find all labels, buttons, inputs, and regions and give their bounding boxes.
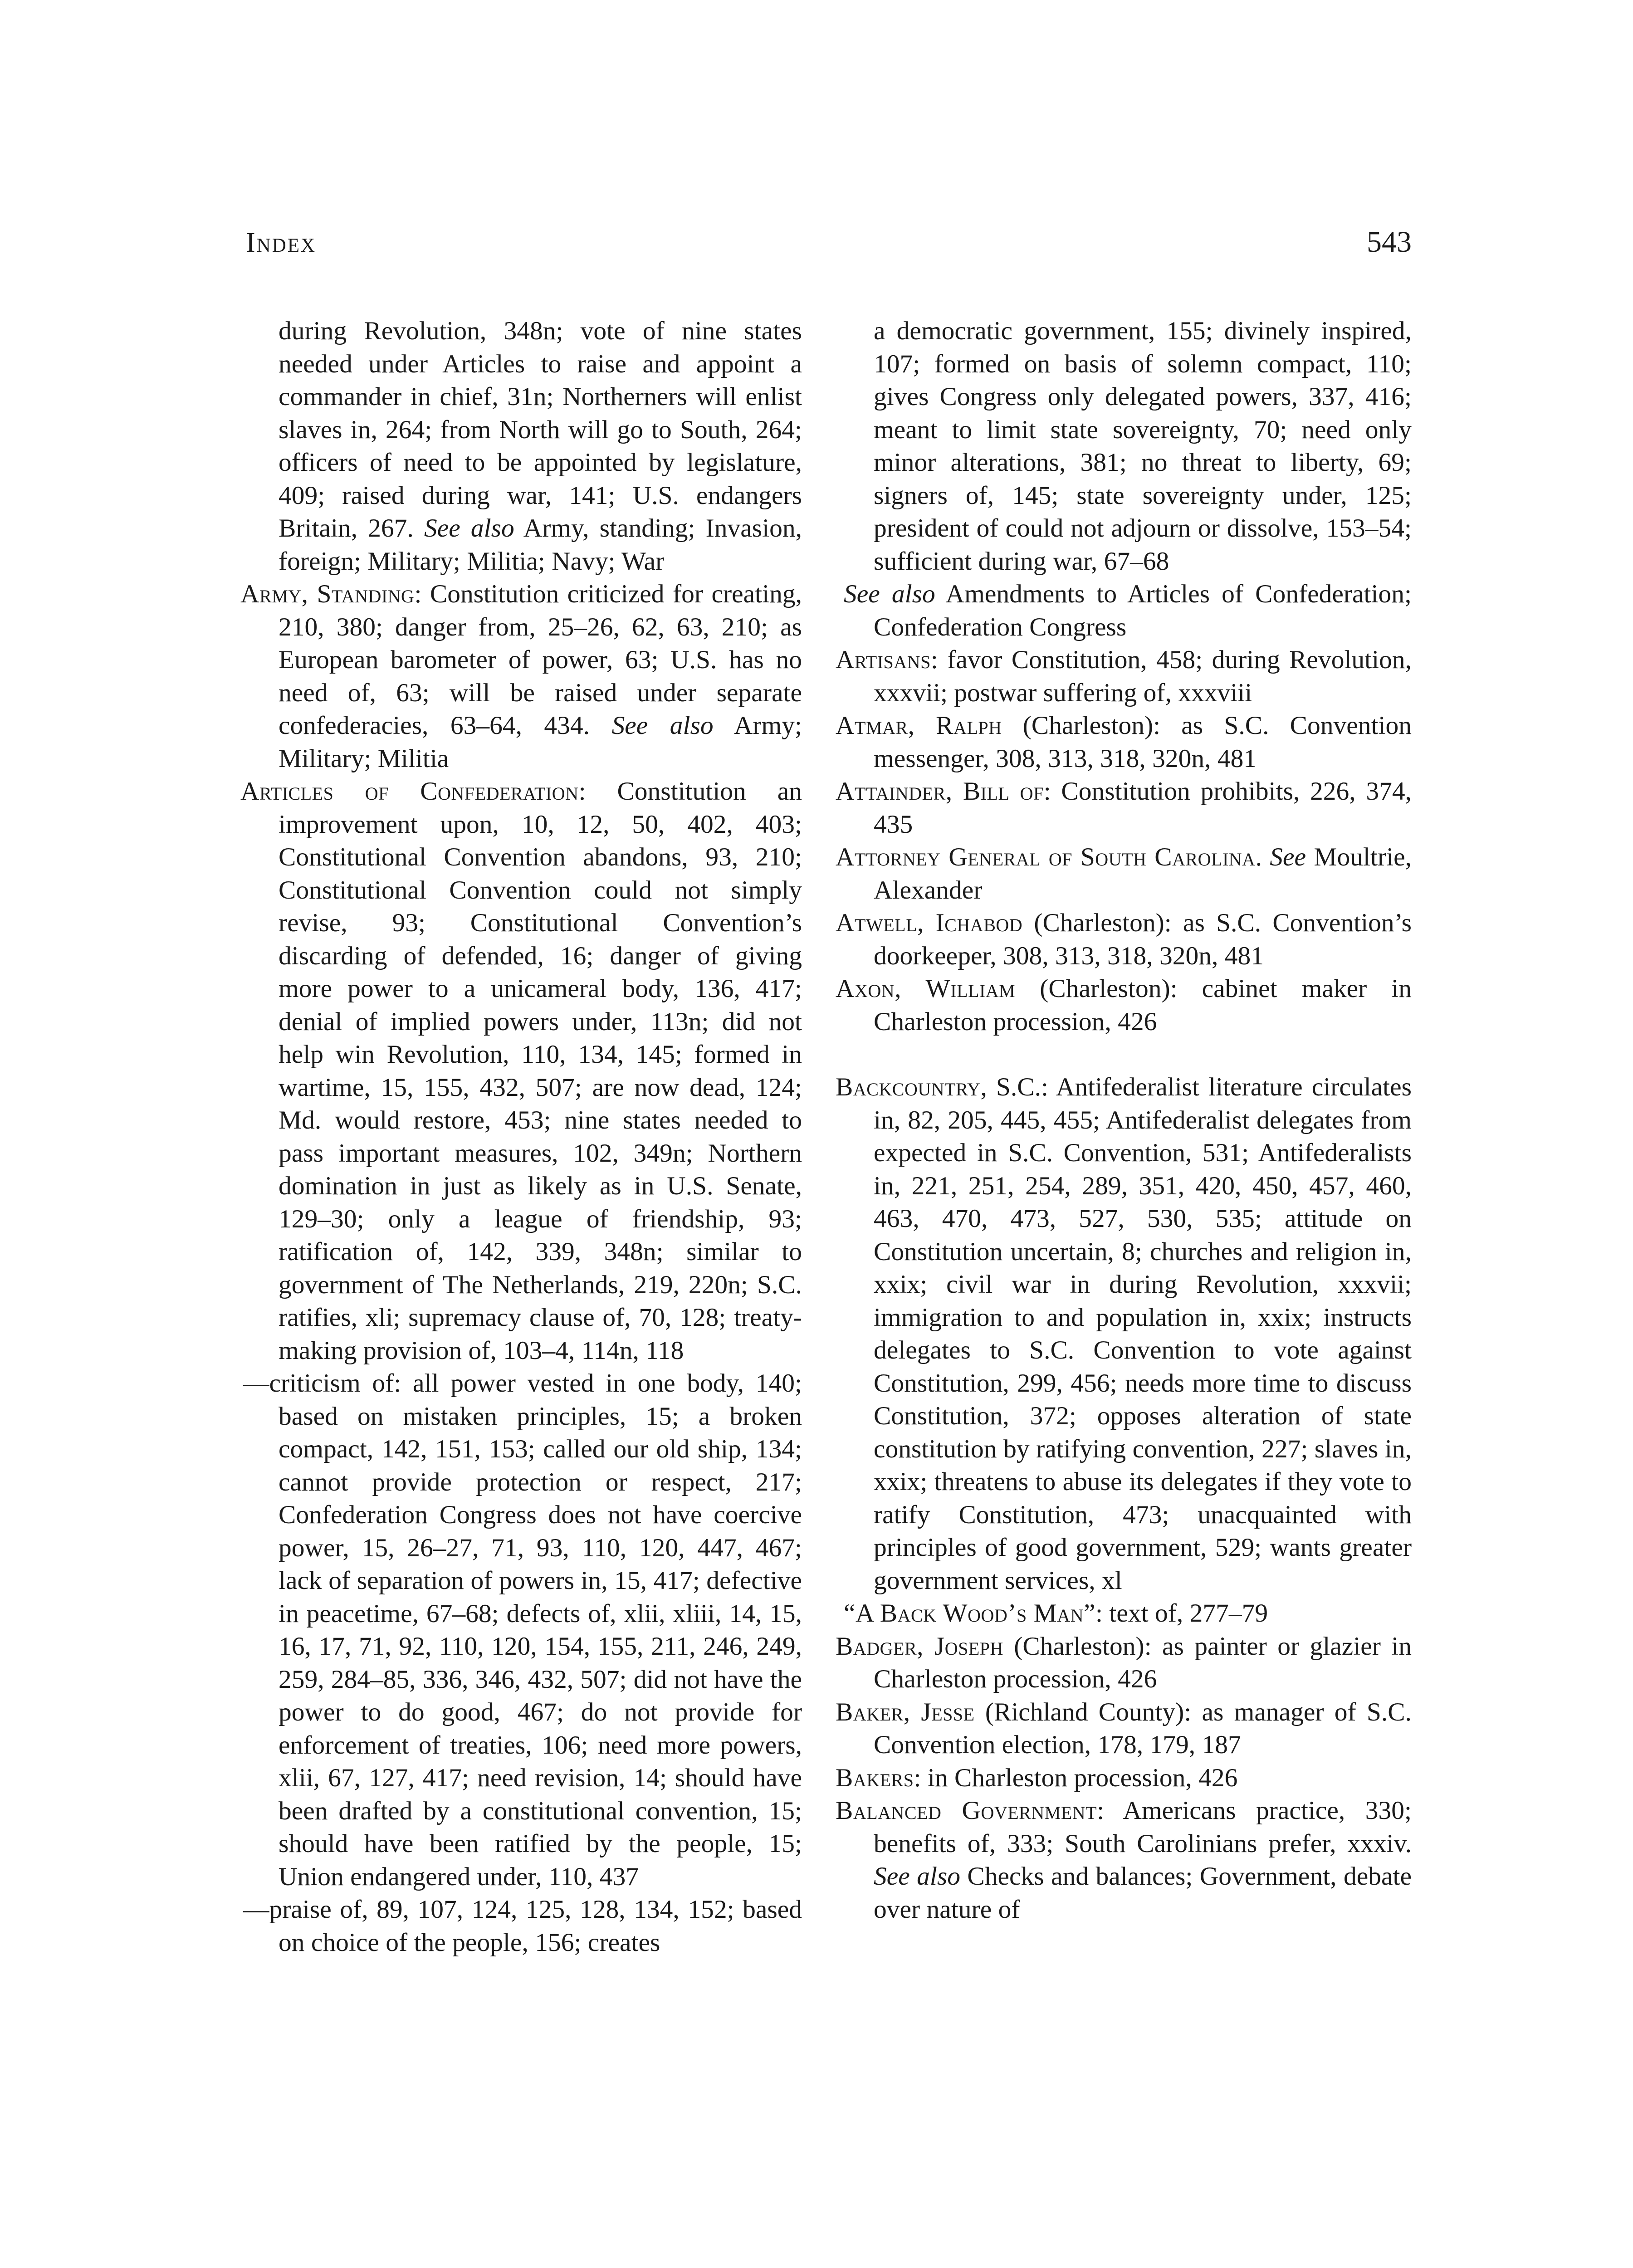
cross-reference-label: See also: [424, 514, 514, 543]
entry-heading: Attainder, Bill of: [836, 777, 1044, 806]
entry-heading: Atwell, Ichabod: [836, 909, 1023, 937]
entry-heading: Atmar, Ralph: [836, 711, 1002, 740]
entry-heading: Bakers: [836, 1763, 914, 1792]
entry-heading: “A Back Wood’s Man”: [844, 1599, 1096, 1628]
cross-reference-text: Army, standing; Invasion, foreign; Military; Militia; Navy; War: [279, 514, 802, 576]
index-entry: [240, 315, 802, 578]
index-subentry: [240, 1367, 802, 1893]
cross-reference-text: Checks and balances; Government, debate over nature of: [874, 1862, 1412, 1924]
index-entry: [836, 775, 1412, 841]
entry-heading: Baker, Jesse: [836, 1697, 975, 1726]
entry-text: : Constitution criticized for creating, 210, 380; danger from, 25–26, 62, 63, 210; as European barometer of power, 63; U.S. has no need of, 63; will be raised under separate confederacies, 63–64, 434.: [279, 580, 802, 740]
right-column: [836, 315, 1412, 1926]
cross-reference-label: See also: [874, 1862, 961, 1891]
cross-reference-label: See: [1270, 843, 1306, 871]
section-gap: [836, 1038, 1412, 1071]
entry-text: : Constitution an improvement upon, 10, 12, 50, 402, 403; Constitutional Convention abandons, 93, 210; Constitutional Convention could not simply revise, 93; Constitutional Convention’s discarding of defended, 16; danger of giving more power to a unicameral body, 136, 417; denial of implied powers under, 113n; did not help win Revolution, 110, 134, 145; formed in wartime, 15, 155, 432, 507; are now dead, 124; Md. would restore, 453; nine states needed to pass important measures, 102, 349n; Northern domination in just as likely as in U.S. Senate, 129–30; only a league of friendship, 93; ratification of, 142, 339, 348n; similar to government of The Netherlands, 219, 220n; S.C. ratifies, xli; supremacy clause of, 70, 128; treaty-making provision of, 103–4, 114n, 118: [279, 777, 802, 1365]
index-entry: [836, 315, 1412, 578]
index-entry: [836, 1794, 1412, 1926]
entry-text: (Charleston): as painter or glazier in Charleston procession, 426: [874, 1632, 1412, 1693]
entry-text: , S.C.: Antifederalist literature circulates in, 82, 205, 445, 455; Antifederalist delegates from expected in S.C. Convention, 531; Antifederalists in, 221, 251, 254, 289, 351, 420, 450, 457, 460, 463, 470, 473, 527, 530, 535; attitude on Constitution uncertain, 8; churches and religion in, xxix; civil war in during Revolution, xxxvii; immigration to and population in, xxix; instructs delegates to S.C. Convention to vote against Constitution, 299, 456; needs more time to discuss Constitution, 372; opposes alteration of state constitution by ratifying convention, 227; slaves in, xxix; threatens to abuse its delegates if they vote to ratify Constitution, 473; unacquainted with principles of good government, 529; wants greater government services, xl: [874, 1073, 1412, 1595]
entry-text: (Charleston): as S.C. Convention’s doorkeeper, 308, 313, 318, 320n, 481: [874, 909, 1412, 970]
index-entry: [836, 973, 1412, 1038]
entry-text: (Charleston): cabinet maker in Charleston procession, 426: [874, 974, 1412, 1036]
entry-text: : Americans practice, 330; benefits of, 333; South Carolinians prefer, xxxiv.: [874, 1796, 1412, 1858]
page-number: 543: [1367, 225, 1412, 259]
index-entry: [836, 907, 1412, 973]
entry-text: : in Charleston procession, 426: [914, 1763, 1238, 1792]
index-entry: [836, 841, 1412, 907]
index-entry: [836, 1071, 1412, 1597]
entry-heading: Articles of Confederation: [240, 777, 579, 806]
index-entry: [836, 578, 1412, 644]
index-entry: [836, 644, 1412, 709]
cross-reference-text: Moultrie, Alexander: [874, 843, 1412, 904]
entry-text: : favor Constitution, 458; during Revolution, xxxvii; postwar suffering of, xxxviii: [874, 645, 1412, 707]
entry-text: : text of, 277–79: [1095, 1599, 1268, 1628]
index-entry: [240, 578, 802, 775]
index-entry: [836, 1597, 1412, 1630]
entry-text: a democratic government, 155; divinely inspired, 107; formed on basis of solemn compact, 110; gives Congress only delegated powers, 337, 416; meant to limit state sovereignty, 70; need only minor alterations, 381; no threat to liberty, 69; signers of, 145; state sovereignty under, 125; president of could not adjourn or dissolve, 153–54; sufficient during war, 67–68: [874, 317, 1412, 576]
entry-heading: Backcountry: [836, 1073, 981, 1101]
index-entry: [836, 1696, 1412, 1762]
index-subentry: [240, 1893, 802, 1959]
index-entry: [836, 1630, 1412, 1696]
entry-text: : Constitution prohibits, 226, 374, 435: [874, 777, 1412, 839]
index-entry: [240, 775, 802, 1367]
entry-heading: Attorney General of South Carolina: [836, 843, 1256, 871]
entry-text: (Charleston): as S.C. Convention messenger, 308, 313, 318, 320n, 481: [874, 711, 1412, 773]
left-column: [240, 315, 802, 1959]
entry-heading: Badger, Joseph: [836, 1632, 1003, 1661]
index-entry: [836, 709, 1412, 775]
entry-text: during Revolution, 348n; vote of nine states needed under Articles to raise and appoint a commander in chief, 31n; Northerners will enlist slaves in, 264; from North will go to South, 264; officers of need to be appointed by legislature, 409; raised during war, 141; U.S. endangers Britain, 267.: [279, 317, 802, 543]
entry-text: (Richland County): as manager of S.C. Convention election, 178, 179, 187: [874, 1697, 1412, 1759]
cross-reference-text: Amendments to Articles of Confederation; Confederation Congress: [874, 580, 1412, 641]
subentry-text: —criticism of: all power vested in one body, 140; based on mistaken principles, 15; a broken compact, 142, 151, 153; called our old ship, 134; cannot provide protection or respect, 217; Confederation Congress does not have coercive power, 15, 26–27, 71, 93, 110, 120, 447, 467; lack of separation of powers in, 15, 417; defective in peacetime, 67–68; defects of, xlii, xliii, 14, 15, 16, 17, 71, 92, 110, 120, 154, 155, 211, 246, 249, 259, 284–85, 336, 346, 432, 507; did not have the power to do good, 467; do not provide for enforcement of treaties, 106; need more powers, xlii, 67, 127, 417; need revision, 14; should have been drafted by a constitutional convention, 15; should have been ratified by the people, 15; Union endangered under, 110, 437: [243, 1369, 802, 1891]
index-entry: [836, 1762, 1412, 1795]
entry-heading: Balanced Government: [836, 1796, 1097, 1825]
running-head: Index: [246, 227, 317, 258]
cross-reference-label: See also: [611, 711, 714, 740]
entry-heading: Army, Standing: [240, 580, 415, 608]
cross-reference-text: Army; Military; Militia: [279, 711, 802, 773]
entry-heading: Artisans: [836, 645, 931, 674]
subentry-text: —praise of, 89, 107, 124, 125, 128, 134, 152; based on choice of the people, 156; creates: [243, 1895, 802, 1957]
entry-text: .: [1255, 843, 1270, 871]
cross-reference-label: See also: [844, 580, 935, 608]
entry-heading: Axon, William: [836, 974, 1016, 1003]
